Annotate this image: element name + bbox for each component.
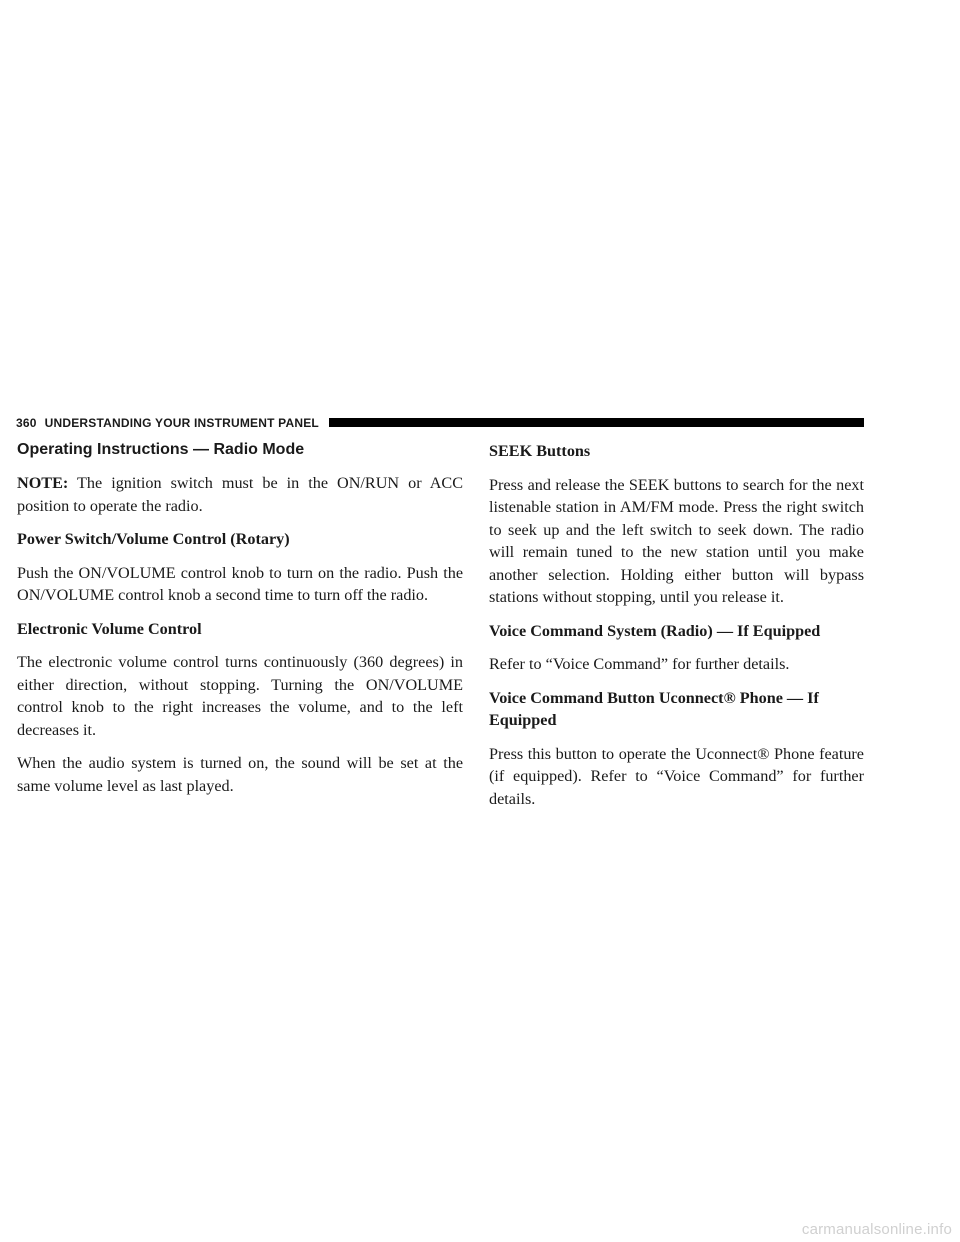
page-header	[16, 414, 864, 431]
seek-buttons-text: Press and release the SEEK buttons to search for the next listenable station in AM/FM mode. Press the right switch to seek up and the left switch to seek down. The radio will remain tuned to the new station until you make another selection. Holding either button will bypass stations without stopping, until you release it.	[489, 475, 864, 606]
power-switch-heading: Power Switch/Volume Control (Rotary)	[17, 530, 290, 548]
audio-system-text: When the audio system is turned on, the sound will be set at the same volume level as last played.	[17, 754, 463, 795]
page-number: 360	[16, 415, 37, 430]
left-column	[17, 440, 463, 808]
section-title: Operating Instructions — Radio Mode	[17, 441, 305, 458]
seek-buttons-heading: SEEK Buttons	[489, 442, 591, 460]
uconnect-heading: Voice Command Button Uconnect® Phone — If Equipped	[489, 688, 819, 729]
uconnect-text: Press this button to operate the Uconnect® Phone feature (if equipped). Refer to “Voice Command” for further details.	[489, 744, 864, 808]
volume-control-text: The electronic volume control turns continuously (360 degrees) in either direction, without stopping. Turning the ON/VOLUME control knob to the right increases the volume, and to the left decreases it.	[17, 653, 463, 739]
note-text: The ignition switch must be in the ON/RUN or ACC position to operate the radio.	[17, 474, 463, 515]
volume-control-heading: Electronic Volume Control	[17, 619, 202, 638]
voice-command-heading: Voice Command System (Radio) — If Equipped	[489, 621, 821, 640]
note-paragraph	[17, 472, 463, 517]
chapter-title: UNDERSTANDING YOUR INSTRUMENT PANEL	[44, 415, 319, 430]
voice-command-text: Refer to “Voice Command” for further details.	[489, 655, 790, 673]
right-column	[489, 440, 864, 821]
watermark-text: carmanualsonline.info	[801, 1221, 952, 1238]
header-rule	[329, 418, 864, 427]
power-switch-text: Push the ON/VOLUME control knob to turn on the radio. Push the ON/VOLUME control knob a second time to turn off the radio.	[17, 563, 463, 604]
note-label: NOTE:	[17, 474, 69, 492]
